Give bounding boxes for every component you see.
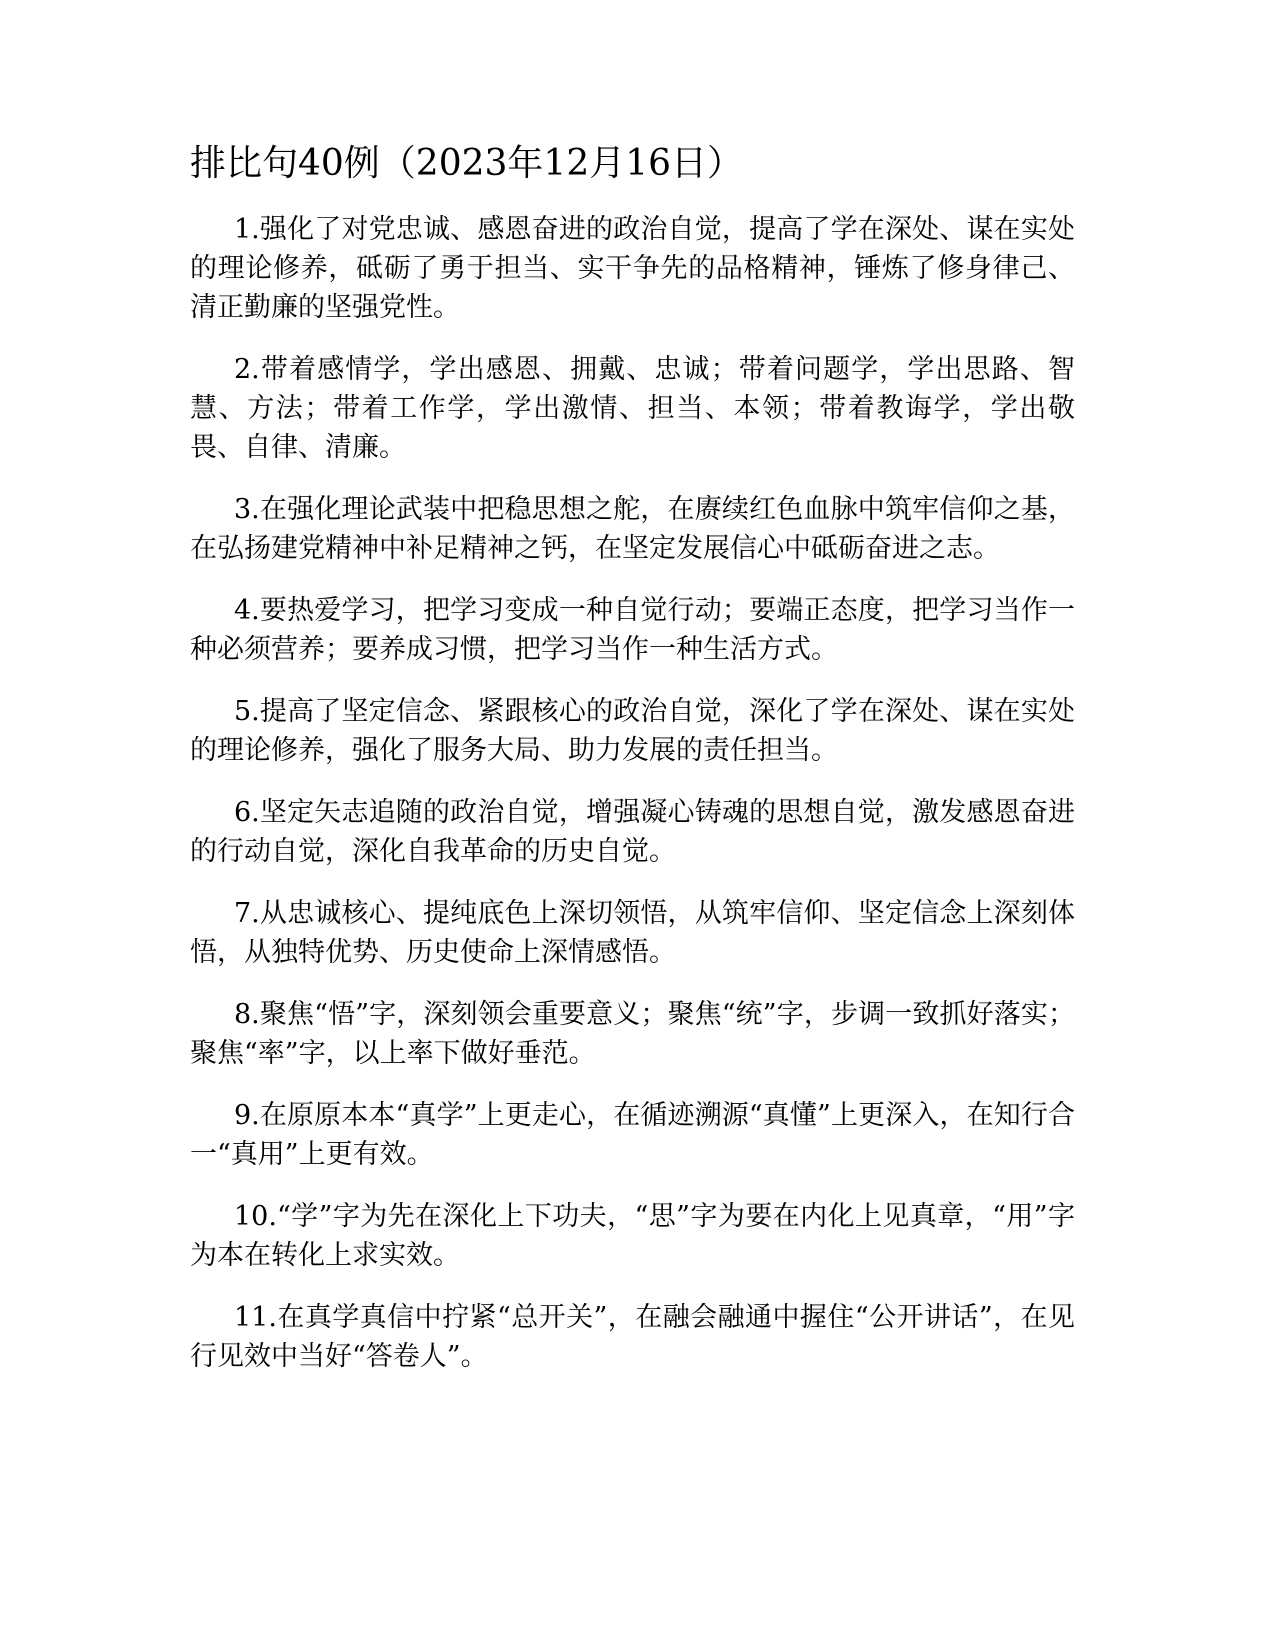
document-title: 排比句40例（2023年12月16日） <box>190 143 744 184</box>
paragraph-9: 9.在原原本本“真学”上更走心，在循迹溯源“真懂”上更深入，在知行合一“真用”上更有效。 <box>190 1100 1075 1170</box>
paragraph-5: 5.提高了坚定信念、紧跟核心的政治自觉，深化了学在深处、谋在实处的理论修养，强化了服务大局、助力发展的责任担当。 <box>190 696 1075 766</box>
document-content <box>190 140 1075 1399</box>
paragraph-11: 11.在真学真信中拧紧“总开关”，在融会融通中握住“公开讲话”，在见行见效中当好“答卷人”。 <box>190 1302 1075 1372</box>
paragraph-2: 2.带着感情学，学出感恩、拥戴、忠诚；带着问题学，学出思路、智慧、方法；带着工作学，学出激情、担当、本领；带着教诲学，学出敬畏、自律、清廉。 <box>190 354 1075 463</box>
paragraph-3: 3.在强化理论武装中把稳思想之舵，在赓续红色血脉中筑牢信仰之基，在弘扬建党精神中补足精神之钙，在坚定发展信心中砥砺奋进之志。 <box>190 494 1075 564</box>
paragraph-6: 6.坚定矢志追随的政治自觉，增强凝心铸魂的思想自觉，激发感恩奋进的行动自觉，深化自我革命的历史自觉。 <box>190 797 1075 867</box>
paragraph-7: 7.从忠诚核心、提纯底色上深切领悟，从筑牢信仰、坚定信念上深刻体悟，从独特优势、历史使命上深情感悟。 <box>190 898 1075 968</box>
paragraph-1: 1.强化了对党忠诚、感恩奋进的政治自觉，提高了学在深处、谋在实处的理论修养，砥砺了勇于担当、实干争先的品格精神，锤炼了修身律己、清正勤廉的坚强党性。 <box>190 214 1075 323</box>
paragraph-10: 10.“学”字为先在深化上下功夫，“思”字为要在内化上见真章，“用”字为本在转化上求实效。 <box>190 1201 1075 1271</box>
paragraph-8: 8.聚焦“悟”字，深刻领会重要意义；聚焦“统”字，步调一致抓好落实；聚焦“率”字，以上率下做好垂范。 <box>190 999 1075 1069</box>
paragraph-4: 4.要热爱学习，把学习变成一种自觉行动；要端正态度，把学习当作一种必须营养；要养成习惯，把学习当作一种生活方式。 <box>190 595 1075 665</box>
